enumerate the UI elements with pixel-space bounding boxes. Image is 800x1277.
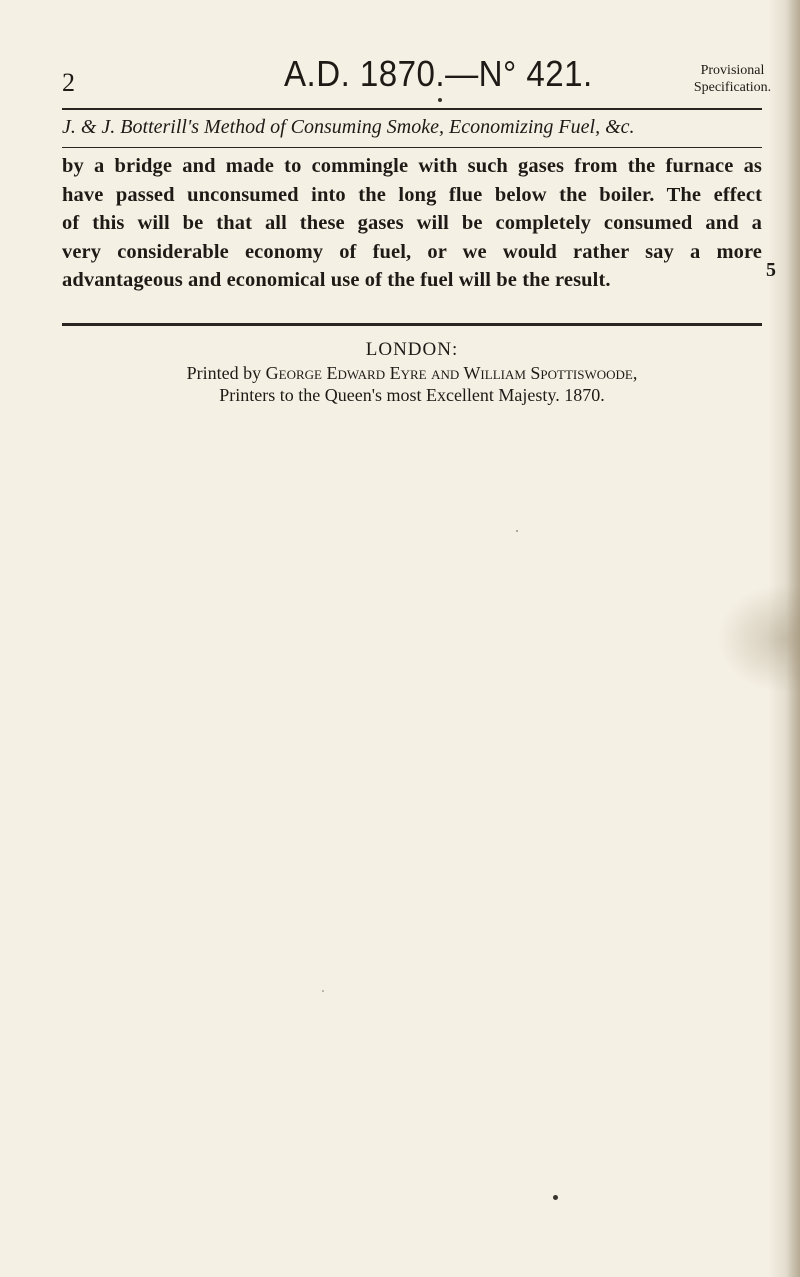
page-number: 2: [62, 68, 75, 97]
side-note-line-2: Specification.: [693, 80, 772, 95]
page-edge-shadow: [786, 0, 800, 1277]
paper-speck: [322, 990, 324, 992]
document-header-title: A.D. 1870.—N° 421.: [284, 53, 593, 94]
imprint-place: LONDON:: [365, 339, 459, 360]
imprint: [62, 338, 762, 406]
imprint-printed-by: [62, 362, 762, 384]
line-number-marker: 5: [766, 259, 776, 281]
body-line: of this will be that all these gases will be completely consumed and a: [62, 212, 762, 234]
imprint-printed-prefix: Printed by: [186, 363, 262, 383]
running-title: J. & J. Botterill's Method of Consuming Smoke, Economizing Fuel, &c.: [62, 116, 635, 138]
imprint-printer-names: George Edward Eyre and William Spottiswoode,: [265, 363, 638, 383]
paper-speck: [438, 98, 442, 102]
end-rule: [62, 323, 762, 326]
body-line: advantageous and economical use of the fuel will be the result.: [62, 269, 611, 291]
running-title-rule: [62, 147, 762, 148]
body-paragraph: [62, 152, 762, 295]
body-line: by a bridge and made to commingle with such gases from the furnace as: [62, 155, 762, 177]
imprint-printers-line: [62, 384, 762, 406]
header-rule: [62, 108, 762, 110]
body-line: very considerable economy of fuel, or we would rather say a more: [62, 240, 762, 263]
body-line: have passed unconsumed into the long flue below the boiler. The effect: [62, 183, 762, 206]
imprint-printers-text: Printers to the Queen's most Excellent Majesty.: [219, 385, 560, 405]
imprint-year: 1870.: [564, 385, 605, 405]
side-note: [670, 62, 795, 96]
paper-speck: [516, 530, 518, 532]
side-note-line-1: Provisional: [700, 63, 765, 78]
paper-speck: [553, 1195, 558, 1200]
